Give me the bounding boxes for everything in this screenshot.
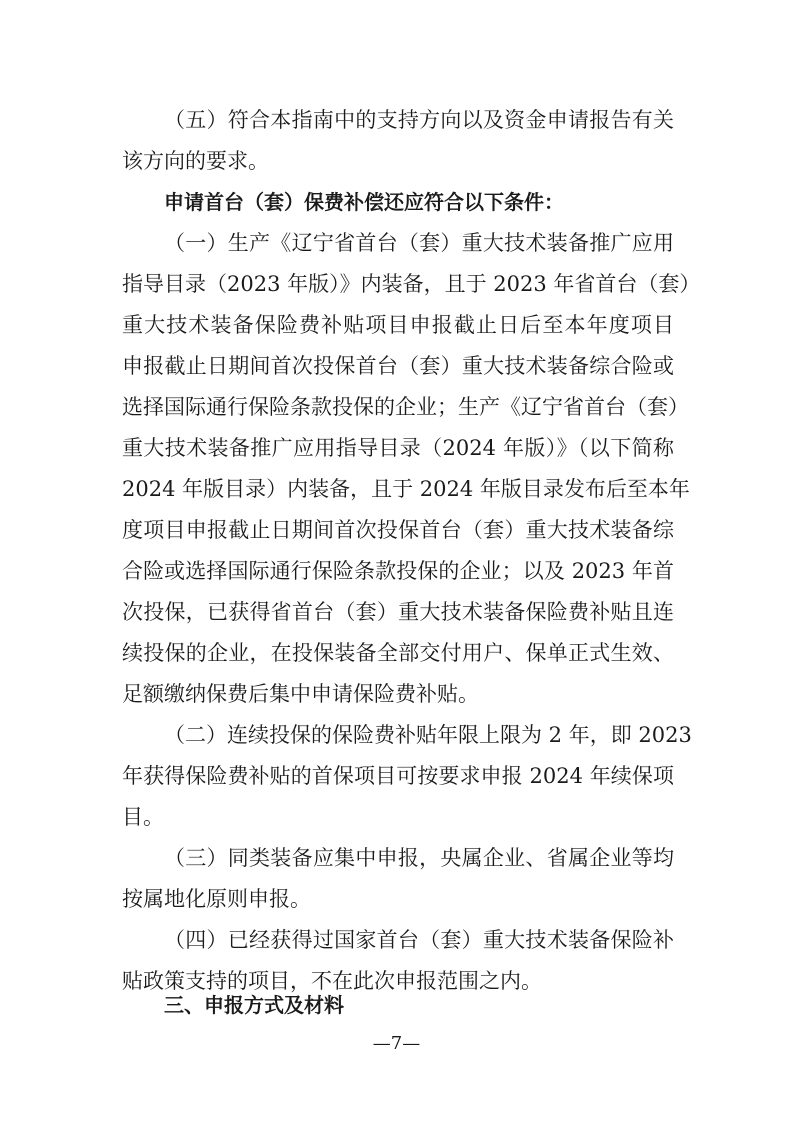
paragraph-line: 续投保的企业，在投保装备全部交付用户、保单正式生效、 (122, 641, 674, 665)
paragraph-line: 次投保，已获得省首台（套）重大技术装备保险费补贴且连 (122, 600, 674, 624)
paragraph-line: 足额缴纳保费后集中申请保险费补贴。 (122, 682, 479, 706)
paragraph-line: 2024 年版目录）内装备，且于 2024 年版目录发布后至本年 (122, 477, 690, 501)
paragraph-line: （二）连续投保的保险费补贴年限上限为 2 年，即 2023 (164, 723, 692, 747)
paragraph-line: 合险或选择国际通行保险条款投保的企业；以及 2023 年首 (122, 559, 674, 583)
paragraph-line: 贴政策支持的项目，不在此次申报范围之内。 (122, 969, 542, 993)
paragraph-line: 指导目录（2023 年版）》内装备，且于 2023 年省首台（套） (122, 272, 701, 296)
paragraph-line: 按属地化原则申报。 (122, 887, 311, 911)
paragraph-line: 度项目申报截止日期间首次投保首台（套）重大技术装备综 (122, 518, 674, 542)
paragraph-line: （五）符合本指南中的支持方向以及资金申请报告有关 (164, 108, 674, 132)
section-heading: 申请首台（套）保费补偿还应符合以下条件： (164, 190, 564, 214)
paragraph-line: 选择国际通行保险条款投保的企业；生产《辽宁省首台（套） (122, 395, 689, 419)
paragraph-line: （四）已经获得过国家首台（套）重大技术装备保险补 (164, 928, 674, 952)
paragraph-line: 该方向的要求。 (122, 149, 269, 173)
paragraph-line: 年获得保险费补贴的首保项目可按要求申报 2024 年续保项 (122, 764, 674, 788)
paragraph-line: （一）生产《辽宁省首台（套）重大技术装备推广应用 (164, 231, 674, 255)
paragraph-line: （三）同类装备应集中申报，央属企业、省属企业等均 (164, 846, 674, 870)
paragraph-line: 目。 (122, 805, 164, 829)
section-heading: 三、申报方式及材料 (164, 993, 344, 1017)
paragraph-line: 重大技术装备保险费补贴项目申报截止日后至本年度项目 (122, 313, 674, 337)
paragraph-line: 重大技术装备推广应用指导目录（2024 年版）》（以下简称 (122, 436, 674, 460)
page-number: —7— (372, 1033, 421, 1054)
paragraph-line: 申报截止日期间首次投保首台（套）重大技术装备综合险或 (122, 354, 674, 378)
